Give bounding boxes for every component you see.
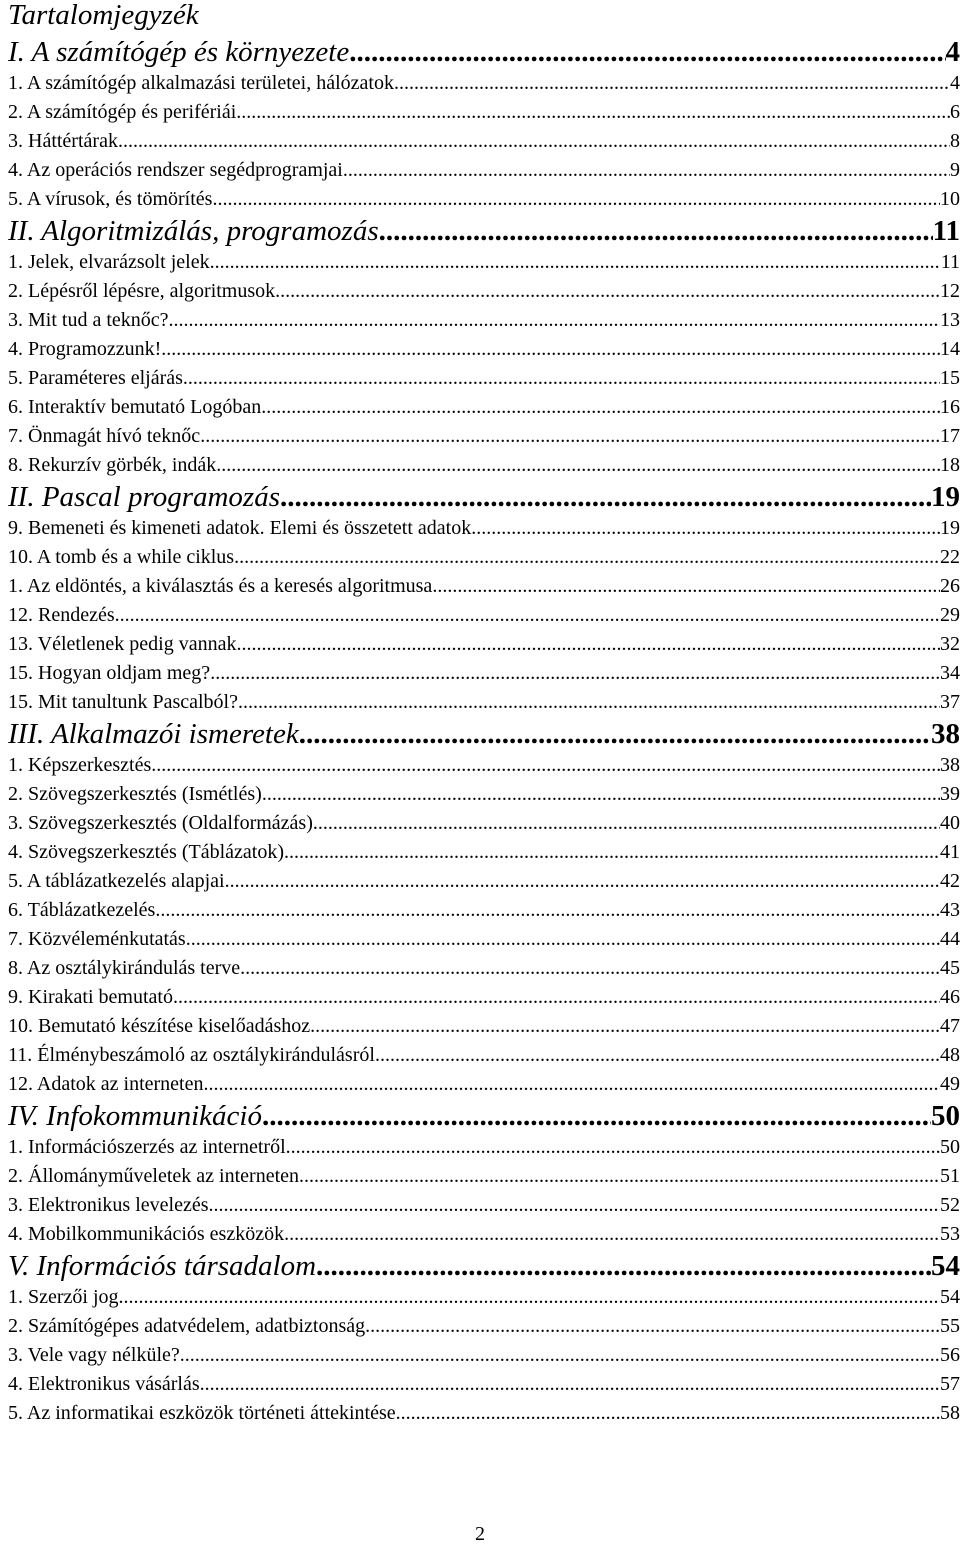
dot-leader: [236, 98, 950, 127]
toc-section-entry[interactable]: [8, 306, 960, 335]
section-title: 3. Mit tud a teknőc?: [8, 309, 169, 331]
page-reference: 43: [940, 899, 960, 921]
toc-section-entry[interactable]: [8, 514, 960, 543]
toc-section-entry[interactable]: [8, 1399, 960, 1428]
page-reference: 51: [940, 1165, 960, 1187]
page-reference: 16: [940, 396, 960, 418]
dot-leader: [365, 1312, 940, 1341]
section-title: 4. Szövegszerkesztés (Táblázatok): [8, 841, 284, 863]
chapter-title: V. Információs társadalom: [8, 1250, 317, 1282]
dot-leader: [183, 364, 940, 393]
page-reference: 4: [945, 36, 960, 68]
dot-leader: [284, 838, 940, 867]
toc-section-entry[interactable]: [8, 1133, 960, 1162]
dot-leader: [343, 156, 950, 185]
page-reference: 26: [940, 575, 960, 597]
toc-section-entry[interactable]: [8, 1191, 960, 1220]
page-reference: 14: [940, 338, 960, 360]
section-title: 5. Az informatikai eszközök történeti áttekintése: [8, 1402, 396, 1424]
page-reference: 29: [940, 604, 960, 626]
dot-leader: [262, 1099, 931, 1133]
toc-section-entry[interactable]: [8, 1162, 960, 1191]
toc-section-entry[interactable]: [8, 364, 960, 393]
dot-leader: [119, 1283, 940, 1312]
toc-section-entry[interactable]: [8, 659, 960, 688]
toc-section-entry[interactable]: [8, 451, 960, 480]
page-reference: 53: [940, 1223, 960, 1245]
toc-section-entry[interactable]: [8, 1070, 960, 1099]
page-reference: 52: [940, 1194, 960, 1216]
page-reference: 15: [940, 367, 960, 389]
dot-leader: [209, 1191, 941, 1220]
toc-section-entry[interactable]: [8, 688, 960, 717]
section-title: 5. Paraméteres eljárás: [8, 367, 183, 389]
page-reference: 38: [931, 718, 960, 750]
chapter-title: I. A számítógép és környezete: [8, 36, 350, 68]
dot-leader: [173, 983, 940, 1012]
toc-section-entry[interactable]: [8, 1370, 960, 1399]
page-reference: 47: [940, 1015, 960, 1037]
page-reference: 9: [950, 159, 960, 181]
dot-leader: [151, 751, 940, 780]
section-title: 2. Szövegszerkesztés (Ismétlés): [8, 783, 262, 805]
toc-section-entry[interactable]: [8, 867, 960, 896]
toc-section-entry[interactable]: [8, 185, 960, 214]
page-reference: 8: [950, 130, 960, 152]
page-reference: 11: [932, 215, 960, 247]
section-title: 10. Bemutató készítése kiselőadáshoz: [8, 1015, 311, 1037]
toc-section-entry[interactable]: [8, 335, 960, 364]
toc-section-entry[interactable]: [8, 925, 960, 954]
page-reference: 37: [940, 691, 960, 713]
section-title: 2. Állományműveletek az interneten: [8, 1165, 300, 1187]
toc-section-entry[interactable]: [8, 780, 960, 809]
dot-leader: [375, 1041, 940, 1070]
page-title: Tartalomjegyzék: [8, 0, 199, 31]
page-reference: 18: [940, 454, 960, 476]
section-title: 3. Szövegszerkesztés (Oldalformázás): [8, 812, 313, 834]
dot-leader: [379, 214, 933, 248]
section-title: 7. Közvéleménkutatás: [8, 928, 186, 950]
dot-leader: [261, 393, 940, 422]
section-title: 3. Vele vagy nélküle?: [8, 1344, 180, 1366]
dot-leader: [396, 1399, 940, 1428]
toc-section-entry[interactable]: [8, 601, 960, 630]
dot-leader: [210, 659, 940, 688]
dot-leader: [310, 1012, 940, 1041]
section-title: 12. Rendezés: [8, 604, 115, 626]
dot-leader: [225, 867, 940, 896]
page-reference: 39: [940, 783, 960, 805]
dot-leader: [210, 248, 941, 277]
section-title: 5. A vírusok, és tömörítés: [8, 188, 213, 210]
page-reference: 42: [940, 870, 960, 892]
page-reference: 48: [940, 1044, 960, 1066]
section-title: 9. Bemeneti és kimeneti adatok. Elemi és összetett adatok: [8, 517, 472, 539]
section-title: 1. A számítógép alkalmazási területei, hálózatok: [8, 72, 394, 94]
toc-section-entry[interactable]: [8, 156, 960, 185]
chapter-title: IV. Infokommunikáció: [8, 1100, 262, 1132]
section-title: 4. Programozzunk!: [8, 338, 162, 360]
dot-leader: [180, 1341, 940, 1370]
dot-leader: [236, 630, 940, 659]
page-reference: 46: [940, 986, 960, 1008]
section-title: 1. Információszerzés az internetről: [8, 1136, 286, 1158]
section-title: 7. Önmagát hívó teknőc: [8, 425, 201, 447]
toc-chapter-entry[interactable]: [8, 1249, 960, 1283]
section-title: 4. Mobilkommunikációs eszközök: [8, 1223, 285, 1245]
section-title: 2. Számítógépes adatvédelem, adatbiztonság: [8, 1315, 366, 1337]
toc-section-entry[interactable]: [8, 127, 960, 156]
chapter-title: II. Pascal programozás: [8, 481, 281, 513]
dot-leader: [200, 422, 940, 451]
dot-leader: [169, 306, 940, 335]
toc-section-entry[interactable]: [8, 1312, 960, 1341]
chapter-title: II. Algoritmizálás, programozás: [8, 215, 379, 247]
section-title: 9. Kirakati bemutató: [8, 986, 173, 1008]
toc-chapter-entry[interactable]: [8, 480, 960, 514]
toc-section-entry[interactable]: [8, 630, 960, 659]
dot-leader: [115, 601, 940, 630]
table-of-contents: [8, 35, 960, 1428]
dot-leader: [216, 451, 940, 480]
page-reference: 41: [940, 841, 960, 863]
toc-section-entry[interactable]: [8, 954, 960, 983]
section-title: 4. Az operációs rendszer segédprogramjai: [8, 159, 343, 181]
dot-leader: [284, 1220, 940, 1249]
section-title: 8. Rekurzív görbék, indák: [8, 454, 217, 476]
chapter-title: III. Alkalmazói ismeretek: [8, 718, 299, 750]
section-title: 6. Táblázatkezelés: [8, 899, 156, 921]
dot-leader: [313, 809, 940, 838]
dot-leader: [200, 1370, 940, 1399]
section-title: 1. Jelek, elvarázsolt jelek: [8, 251, 210, 273]
section-title: 13. Véletlenek pedig vannak: [8, 633, 237, 655]
page-reference: 57: [940, 1373, 960, 1395]
page-reference: 32: [940, 633, 960, 655]
section-title: 15. Mit tanultunk Pascalból?: [8, 691, 238, 713]
toc-chapter-entry[interactable]: [8, 717, 960, 751]
page-reference: 50: [931, 1100, 960, 1132]
page-reference: 11: [940, 251, 960, 273]
dot-leader: [394, 69, 950, 98]
toc-section-entry[interactable]: [8, 1041, 960, 1070]
section-title: 1. Képszerkesztés: [8, 754, 152, 776]
page-reference: 4: [950, 72, 960, 94]
dot-leader: [471, 514, 940, 543]
toc-section-entry[interactable]: [8, 1220, 960, 1249]
page-reference: 10: [940, 188, 960, 210]
toc-chapter-entry[interactable]: [8, 1099, 960, 1133]
section-title: 10. A tomb és a while ciklus: [8, 546, 235, 568]
page-reference: 45: [940, 957, 960, 979]
toc-section-entry[interactable]: [8, 751, 960, 780]
toc-section-entry[interactable]: [8, 248, 960, 277]
section-title: 3. Háttértárak: [8, 130, 118, 152]
section-title: 4. Elektronikus vásárlás: [8, 1373, 200, 1395]
page-reference: 50: [940, 1136, 960, 1158]
toc-section-entry[interactable]: [8, 1012, 960, 1041]
dot-leader: [275, 277, 940, 306]
dot-leader: [299, 1162, 940, 1191]
page-reference: 56: [940, 1344, 960, 1366]
page-reference: 54: [940, 1286, 960, 1308]
toc-section-entry[interactable]: [8, 896, 960, 925]
page-reference: 22: [940, 546, 960, 568]
section-title: 8. Az osztálykirándulás terve: [8, 957, 241, 979]
toc-section-entry[interactable]: [8, 422, 960, 451]
page-number: 2: [475, 1523, 485, 1545]
dot-leader: [118, 127, 950, 156]
section-title: 1. Szerzői jog: [8, 1286, 119, 1308]
page-reference: 12: [940, 280, 960, 302]
toc-section-entry[interactable]: [8, 838, 960, 867]
toc-section-entry[interactable]: [8, 572, 960, 601]
section-title: 15. Hogyan oldjam meg?: [8, 662, 211, 684]
toc-section-entry[interactable]: [8, 98, 960, 127]
page-reference: 40: [940, 812, 960, 834]
dot-leader: [316, 1249, 931, 1283]
dot-leader: [280, 480, 931, 514]
section-title: 12. Adatok az interneten: [8, 1073, 204, 1095]
toc-section-entry[interactable]: [8, 1283, 960, 1312]
dot-leader: [204, 1070, 941, 1099]
dot-leader: [186, 925, 940, 954]
toc-chapter-entry[interactable]: [8, 35, 960, 69]
dot-leader: [349, 35, 945, 69]
dot-leader: [161, 335, 940, 364]
section-title: 6. Interaktív bemutató Logóban: [8, 396, 262, 418]
page-reference: 58: [940, 1402, 960, 1424]
page-reference: 55: [940, 1315, 960, 1337]
section-title: 2. Lépésről lépésre, algoritmusok: [8, 280, 276, 302]
dot-leader: [432, 572, 940, 601]
dot-leader: [262, 780, 940, 809]
toc-chapter-entry[interactable]: [8, 214, 960, 248]
dot-leader: [234, 543, 940, 572]
toc-section-entry[interactable]: [8, 543, 960, 572]
section-title: 11. Élménybeszámoló az osztálykirándulásról: [8, 1044, 375, 1066]
toc-section-entry[interactable]: [8, 393, 960, 422]
toc-section-entry[interactable]: [8, 277, 960, 306]
page-reference: 49: [940, 1073, 960, 1095]
section-title: 2. A számítógép és perifériái: [8, 101, 237, 123]
dot-leader: [299, 717, 931, 751]
toc-section-entry[interactable]: [8, 983, 960, 1012]
page-reference: 34: [940, 662, 960, 684]
dot-leader: [238, 688, 940, 717]
toc-section-entry[interactable]: [8, 809, 960, 838]
page-reference: 19: [931, 481, 960, 513]
page-reference: 6: [950, 101, 960, 123]
page-reference: 38: [940, 754, 960, 776]
dot-leader: [286, 1133, 940, 1162]
page-reference: 19: [940, 517, 960, 539]
section-title: 1. Az eldöntés, a kiválasztás és a keresés algoritmusa: [8, 575, 433, 597]
page-reference: 44: [940, 928, 960, 950]
page-reference: 17: [940, 425, 960, 447]
dot-leader: [155, 896, 940, 925]
toc-section-entry[interactable]: [8, 69, 960, 98]
section-title: 5. A táblázatkezelés alapjai: [8, 870, 225, 892]
toc-section-entry[interactable]: [8, 1341, 960, 1370]
section-title: 3. Elektronikus levelezés: [8, 1194, 209, 1216]
dot-leader: [240, 954, 940, 983]
dot-leader: [212, 185, 940, 214]
page-reference: 54: [931, 1250, 960, 1282]
page-reference: 13: [940, 309, 960, 331]
